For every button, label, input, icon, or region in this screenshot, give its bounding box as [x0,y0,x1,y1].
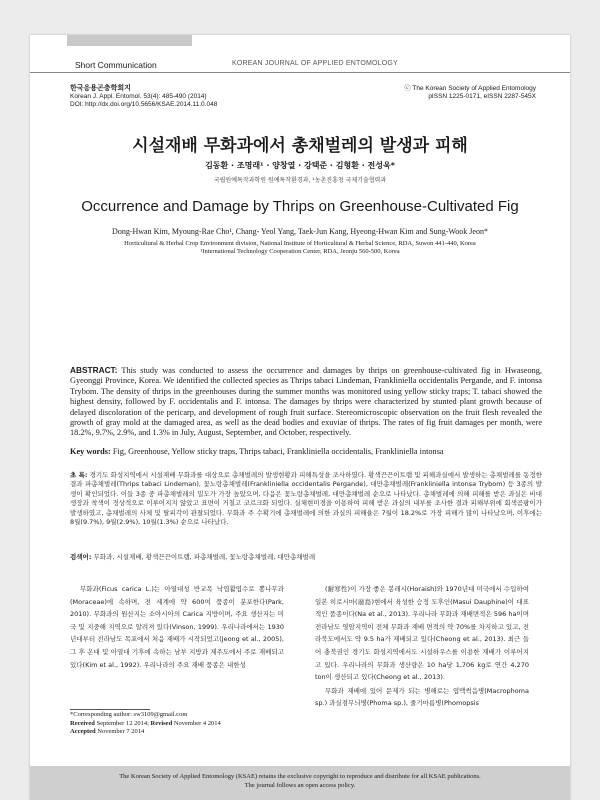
doi-link[interactable]: DOI: http://dx.doi.org/10.5656/KSAE.2014.11.0.048 [70,101,218,108]
received-date: September 12 2014; [96,719,149,727]
section-tab [67,35,192,46]
body-paragraph: 무화과 재배에 있어 문제가 되는 병해로는 엽맥썩음병(Macrophoma sp.) 과실점무늬병(Phoma sp.), 줄기마름병(Phomopsis [315,686,529,708]
license-line-2: The journal follows an open access policy. [244,782,356,789]
license-line-1: The Korean Society of Applied Entomology (KSAE) retains the exclusive copyright to reproduce and distribute for all KSAE publications. [119,773,481,780]
affiliation-ko: 국립원예특작과학원 원예특작환경과, ¹농촌진흥청 국제기술협력과 [213,177,387,184]
footnote-rule [70,709,150,710]
article-title-ko: 시설재배 무화과에서 총채벌레의 발생과 피해 [132,136,468,156]
abstract-ko-text: 경기도 화성지역에서 시설재배 무화과를 대상으로 총채벌레의 발생현황과 피해특성을 조사하였다. 황색끈끈이트랩 및 피해과실에서 발생하는 총채벌레를 동정한 결과 파총채벌레(Thrips tabaci Lindeman), 꽃노랑총채벌레(Frankliniella occidentalis Pergande), 대만총채벌레(Frankliniella intonsa Trybom) 등 3종의 발생이 확인되었다. 이들 3종 중 파총채벌레의 밀도가 가장 높았으며, 다음은 꽃노랑총채벌레, 대만총채벌레 순으로 나타났다. 총채벌레에 의해 피해를 받은 과실은 비대생장과 착색이 정상적으로 이루어지지 않았고 표면이 거칠고 코르크화 되었다. 실체현미경을 이용하여 피해 받은 과실의 내부를 조사한 결과 피해부위에 회색곰팡이가 발생하였고, 총채벌레의 사체 및 탈피각이 관찰되었다. 무화과 주 수확기에 총채벌레에 의한 과실의 피해율은 7월이 18.2%로 가장 피해가 많이 나타났으며, 이후에는 8월(9.7%), 9월(2.9%), 10월(1.3%) 순으로 나타났다. [70,471,543,527]
license-banner [30,766,570,800]
received-label: Received [70,719,95,727]
header-rule [30,72,570,73]
running-journal-title: KOREAN JOURNAL OF APPLIED ENTOMOLOGY [232,60,398,67]
authors-en: Dong-Hwan Kim, Myoung-Rae Cho¹, Chang- Yeol Yang, Taek-Jun Kang, Hyeong-Hwan Kim and Sung-Wook Jeon* [112,227,488,236]
abstract-en [70,365,542,439]
abstract-ko [70,471,542,527]
corresponding-author: *Corresponding author: sw3109@gmail.com [70,711,188,718]
revised-label: Revised [150,719,173,727]
accepted-label: Accepted [70,728,96,735]
keywords-ko-label: 검색어: [70,553,92,561]
received-line [70,720,284,729]
article-title-en: Occurrence and Damage by Thrips on Greenhouse-Cultivated Fig [81,198,519,215]
abstract-ko-label: 초 록: [70,471,88,479]
issn-text: pISSN 1225-0171, eISSN 2287-545X [428,93,536,100]
citation-block [70,85,217,109]
accepted-line [70,728,284,737]
society-block [404,85,536,101]
keywords-ko-text: 무화과, 시설재배, 황색끈끈이트랩, 파총채벌레, 꽃노랑총채벌레, 대만총채벌레 [93,553,316,561]
keywords-en [70,447,542,457]
affiliation-en [30,240,570,256]
footnote-block [70,711,284,737]
citation-ref: Korean J. Appl. Entomol. 53(4): 485-490 (2014) [70,93,207,100]
abstract-text: This study was conducted to assess the occurrence and damages by thrips on greenhouse-cultivated fig in Hwaseong, Gyeonggi Province, Korea. We identified the collected species as Thrips tabaci Lindeman, Frankliniella occidentalis Pergande, and F. intonsa Trybom. The density of thrips in the greenhouses during the summer months was monitored using yellow sticky traps; T. tabaci showed the highest density, followed by F. occidentalis and F. intonsa. The damages by thrips were characterized by stunted plant growth because of delayed discoloration of the pericarp, and development of rough fruit surface. Stereomicroscopic observation on the fruit flesh revealed the growth of gray mold at the damaged area, as well as the dead bodies and exuviae of thrips. The rates of fig fruit damages per month, were 18.2%, 9.7%, 2.9%, and 1.3% in July, August, September, and October, respectively. [70,366,542,438]
body-paragraph: (耐寒性)이 가장 좋은 봉래시(Horaish)와 1970년대 미국에서 수입하여 일본 히로시마(廣島)현에서 육성한 승정 도후인(Masui Dauphine)이 대표적인 품종이다(Na et al., 2013). 우리나라 무화과 재배면적은 596 ha이며 전라남도 영암지역이 전체 무화과 재배 면적의 약 70%를 차지하고 있고, 전라북도에서도 약 9.5 ha가 재배되고 있다(Cheong et al., 2013). 최근 들어 충북권인 경기도 화성지역에서도 시설하우스를 이용한 재배가 이루어지고 있다. 우리나라의 무화과 생산량은 10 ha당 1,706 kg로 연간 4,270 ton이 생산되고 있다(Cheong et al., 2013). [315,585,529,682]
affiliation-en-1: Horticultural & Herbal Crop Environment division, National Institute of Horticultural & Herbal Science, RDA, Suwon 441-440, Korea [124,240,476,247]
body-column-left [70,583,284,672]
keywords-text: Fig, Greenhouse, Yellow sticky traps, Thrips tabaci, Frankliniella occidentalis, Frankliniella intonsa [112,447,444,456]
section-label: Short Communication [75,60,157,70]
body-paragraph: 무화과(Ficus carica L.)는 아열대성 반교목 낙엽활엽수로 뽕나무과(Moraceae)에 속하며, 전 세계에 약 600여 품종이 분포한다(Park, 2010). 무화과의 원산지는 소아시아의 Carica 지방이며, 주요 생산지는 미국 및 지중해 지역으로 알려져 있다(Vinson, 1999). 우리나라에서는 1930년대부터 전라남도 목포에서 처음 재배가 시작되었고(Jeong et al., 2005), 그 후 온대 및 아열대 기후에 속하는 남부 지방과 제주도에서 주로 재배되고 있다(Kim et al., 1992). 우리나라의 주요 재배 품종은 내한성 [70,585,284,669]
revised-date: November 4 2014 [173,719,221,727]
accepted-date: November 7 2014 [97,728,145,735]
keywords-ko [70,552,542,561]
abstract-label: ABSTRACT: [70,365,118,375]
journal-page [30,35,570,800]
copyright-text: ⓒ The Korean Society of Applied Entomology [404,85,536,92]
journal-title-ko: 한국응용곤충학회지 [70,85,131,92]
keywords-label: Key words: [70,447,111,456]
authors-ko: 김동환 · 조명래¹ · 양창열 · 강택준 · 김형환 · 전성욱* [205,161,395,170]
body-column-right [315,583,529,711]
affiliation-en-2: ¹International Technology Cooperation Center, RDA, Jeonju 560-500, Korea [200,248,400,255]
